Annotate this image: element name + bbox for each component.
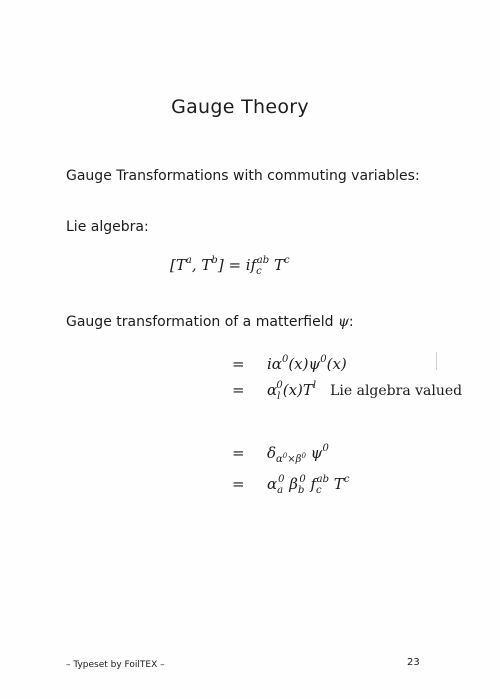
section-heading-commuting: Gauge Transformations with commuting variables:	[66, 168, 420, 184]
equals-sign-3: =	[232, 444, 245, 462]
scan-line	[436, 352, 437, 370]
equation-rhs-4: $\alpha_a^0$ $\beta_b^0$ $f_c^{ab}$ $T^c$	[267, 474, 350, 496]
lie-commutator-equation: [$T^a$, $T^b] = if_c^{ab}$ $T^c$	[170, 255, 290, 277]
psi-symbol: ψ	[337, 314, 349, 330]
equals-sign-2: =	[232, 381, 245, 399]
section-heading-matterfield	[66, 314, 354, 330]
section2-colon: :	[348, 314, 354, 330]
lie-valued-note: Lie algebra valued	[330, 383, 463, 399]
equation-rhs-3: $\delta_{\alpha^0\times\beta^0}$ $\psi^0$	[267, 443, 329, 465]
equation-rhs-1: $i\alpha^0(x)\psi^0(x)$	[267, 354, 347, 373]
equals-sign-1: =	[232, 355, 245, 373]
equals-sign-4: =	[232, 475, 245, 493]
section2-text: Gauge transformation of a matterfield	[66, 314, 334, 330]
footer-typeset-note: – Typeset by FoilTEX –	[66, 660, 165, 670]
lie-algebra-label: Lie algebra:	[66, 219, 149, 235]
page-number: 23	[407, 657, 420, 668]
page-title: Gauge Theory	[171, 96, 309, 118]
equation-rhs-2: $\alpha_l^0(x)T^l$ Lie algebra valued	[267, 380, 463, 402]
